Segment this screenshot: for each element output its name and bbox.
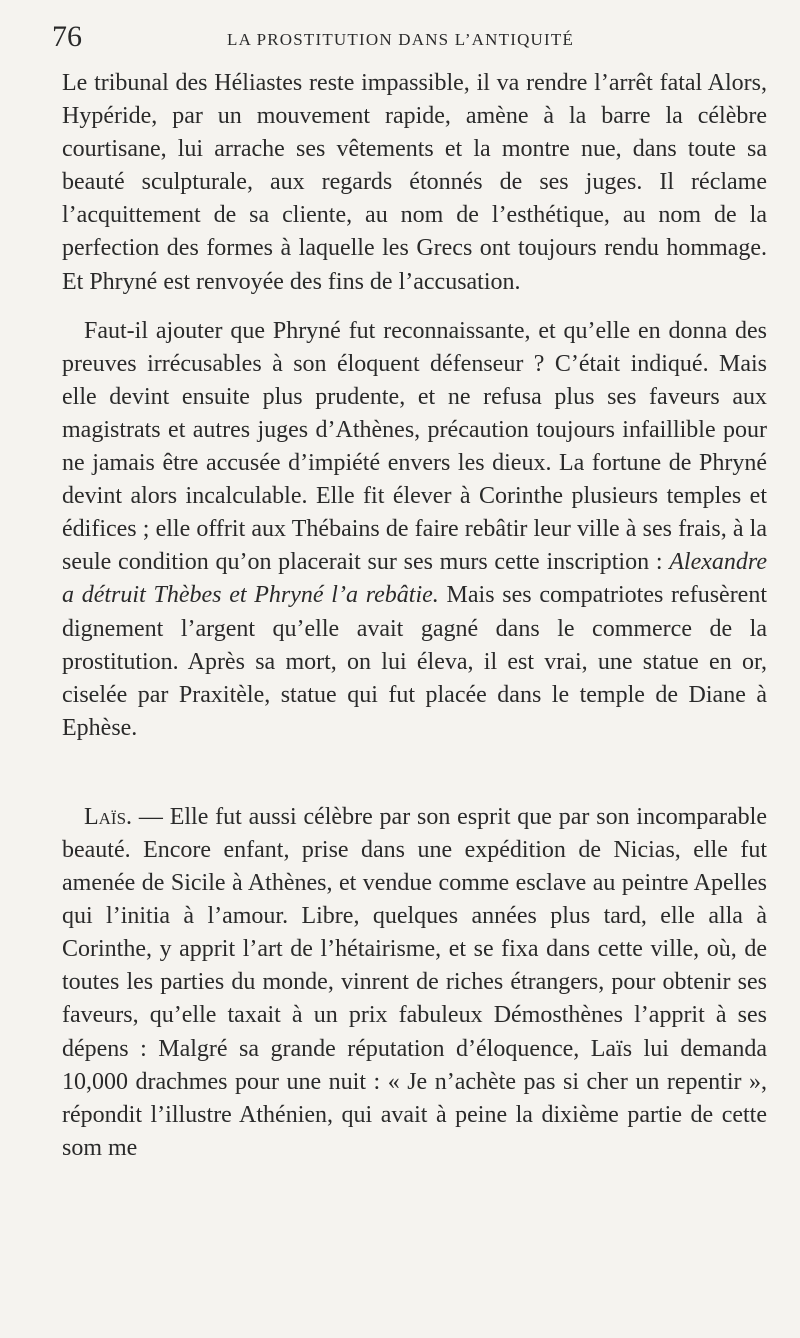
inscription-text: Alexandre a détruit Thèbes et Phryné l’a rebâtie. [62, 549, 767, 609]
page-header [52, 14, 757, 60]
page-body [62, 67, 767, 1165]
paragraph-phryne-fortune [62, 315, 767, 745]
section-gap [62, 745, 767, 801]
paragraph-lais [62, 801, 767, 1165]
paragraph-hyperide-defense: Le tribunal des Héliastes reste impassible, il va rendre l’arrêt fatal Alors, Hypéride, par un mouvement rapide, amène à la barre la célèbre courtisane, lui arrache ses vêtements et la montre nue, dans toute sa beauté sculpturale, aux regards étonnés de ses juges. Il réclame l’acquittement de sa cliente, au nom de l’esthétique, au nom de la perfection des formes à laquelle les Grecs ont toujours rendu hommage. Et Phryné est renvoyée des fins de l’accusation. [62, 70, 767, 295]
paragraph-text: Mais ses compatriotes refusèrent dignement l’argent qu’elle avait gagné dans le commerce de la prostitution. Après sa mort, on lui éleva, il est vrai, une statue en or, ciselée par Praxitèle, statue qui fut placée dans le temple de Diane à Ephèse. [62, 582, 768, 741]
running-head: LA PROSTITUTION DANS L’ANTIQUITÉ [227, 30, 575, 49]
paragraph-gap [62, 299, 767, 315]
paragraph-text: Faut-il ajouter que Phryné fut reconnaissante, et qu’elle en donna des preuves irrécusables à son éloquent défenseur ? C’était indiqué. Mais elle devint ensuite plus prudente, et ne refusa plus ses faveurs aux magistrats et autres juges d’Athènes, précaution toujours infaillible pour ne jamais être accusée d’impiété envers les dieux. La fortune de Phryné devint alors incalculable. Elle fit élever à Corinthe plusieurs temples et édifices ; elle offrit aux Thébains de faire rebâtir leur ville à ses frais, à la seule condition qu’on placerait sur ses murs cette inscription : [62, 317, 767, 576]
section-name: Laïs. [84, 803, 133, 830]
page-number: 76 [52, 20, 82, 53]
paragraph-text: — Elle fut aussi célèbre par son esprit que par son incomparable beauté. Encore enfant, prise dans une expédition de Nicias, elle fut amenée de Sicile à Athènes, et vendue comme esclave au peintre Apelles qui l’initia à l’amour. Libre, quelques années plus tard, elle alla à Corinthe, y apprit l’art de l’hétairisme, et se fixa dans cette ville, où, de toutes les parties du monde, vinrent de riches étrangers, pour obtenir ses faveurs, qu’elle taxait à un prix fabuleux Démosthènes l’apprit à ses dépens : Malgré sa grande réputation d’éloquence, Laïs lui demanda 10,000 drachmes pour une nuit : « Je n’achète pas si cher un repentir », répondit l’illustre Athénien, qui avait à peine la dixième partie de cette som me [62, 803, 767, 1161]
